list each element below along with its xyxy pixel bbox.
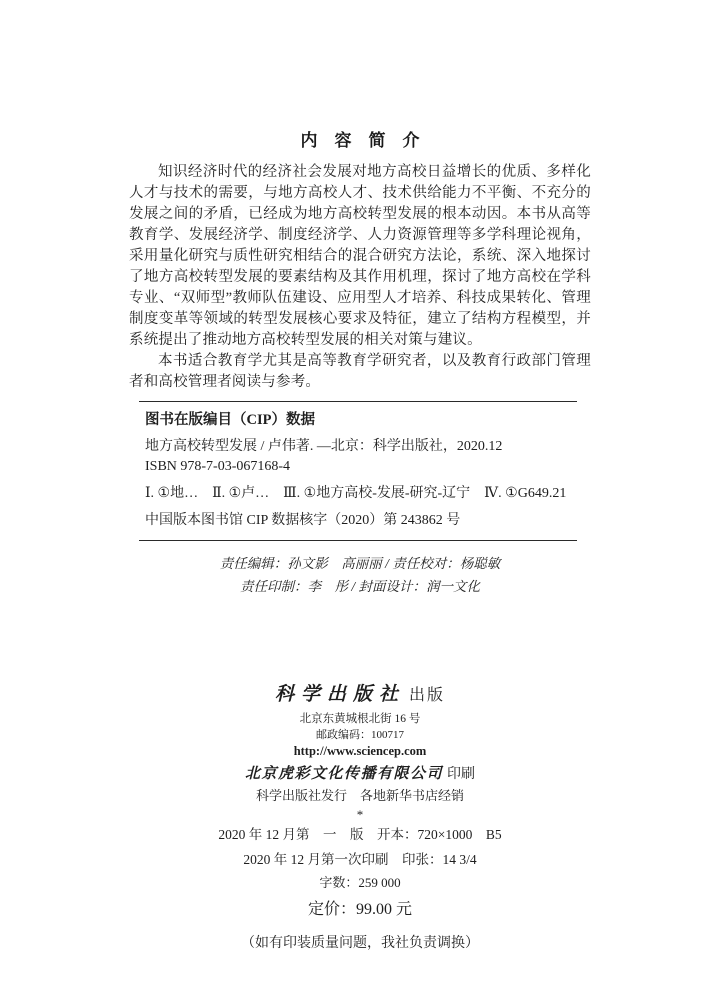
publisher-logo-text: 科学出版社 — [274, 684, 405, 705]
first-printing-line: 2020 年 12 月第一次印刷 印张：14 3/4 — [243, 852, 477, 867]
cip-isbn: ISBN 978-7-03-067168-4 — [145, 459, 291, 474]
cip-heading: 图书在版编目（CIP）数据 — [145, 412, 315, 428]
intro-paragraph-2: 本书适合教育学尤其是高等教育学研究者，以及教育行政部门管理者和高校管理者阅读与参考。 — [129, 353, 591, 390]
publisher-postcode: 邮政编码：100717 — [316, 729, 404, 741]
printer-role-label: 印刷 — [447, 767, 475, 782]
first-edition-line: 2020 年 12 月第 一 版 开本：720×1000 B5 — [218, 827, 502, 842]
distribution-line: 科学出版社发行 各地新华书店经销 — [255, 788, 464, 803]
printer-company-name: 北京虎彩文化传播有限公司 — [244, 766, 443, 782]
cip-record-number: 中国版本图书馆 CIP 数据核字（2020）第 243862 号 — [145, 513, 461, 528]
cip-title-line: 地方高校转型发展 / 卢伟著. —北京：科学出版社，2020.12 — [145, 439, 503, 454]
content-intro-section — [129, 130, 591, 393]
intro-paragraph-1: 知识经济时代的经济社会发展对地方高校日益增长的优质、多样化人才与技术的需要，与地方高校人才、技术供给能力不平衡、不充分的发展之间的矛盾，已经成为地方高校转型发展的根本动因。本书从高等教育学、发展经济学、制度经济学、人力资源管理等多学科理论视角，采用量化研究与质性研究相结合的混合研究方法论，系统、深入地探讨了地方高校转型发展的要素结构及其作用机理，探讨了地方高校在学科专业、“双师型”教师队伍建设、应用型人才培养、科技成果转化、管理制度变革等领域的转型发展核心要求及特征，建立了结构方程模型，并系统提出了推动地方高校转型发展的相关对策与建议。 — [129, 164, 591, 348]
publisher-role-label: 出版 — [409, 687, 446, 704]
printer-line — [129, 762, 591, 786]
publisher-name-line — [129, 682, 591, 709]
separator-asterisk: * — [356, 807, 364, 822]
cip-classification: Ⅰ. ①地… Ⅱ. ①卢… Ⅲ. ①地方高校-发展-研究-辽宁 Ⅳ. ①G649.21 — [145, 486, 567, 501]
cip-data-block — [139, 401, 577, 541]
price-line: 定价：99.00 元 — [307, 901, 412, 918]
credits-section — [129, 552, 591, 598]
content-column — [129, 130, 591, 956]
credits-printing-line: 责任印制：李 彤 / 封面设计：润一文化 — [239, 579, 480, 594]
intro-title: 内 容 简 介 — [300, 131, 420, 150]
credits-editors-line: 责任编辑：孙文影 高丽丽 / 责任校对：杨聪敏 — [219, 556, 501, 571]
publisher-address: 北京东黄城根北街 16 号 — [299, 713, 421, 725]
quality-notice: （如有印装质量问题，我社负责调换） — [241, 936, 479, 951]
word-count-line: 字数：259 000 — [319, 875, 401, 890]
colophon-section — [129, 682, 591, 956]
publisher-website: http://www.sciencep.com — [293, 744, 427, 758]
